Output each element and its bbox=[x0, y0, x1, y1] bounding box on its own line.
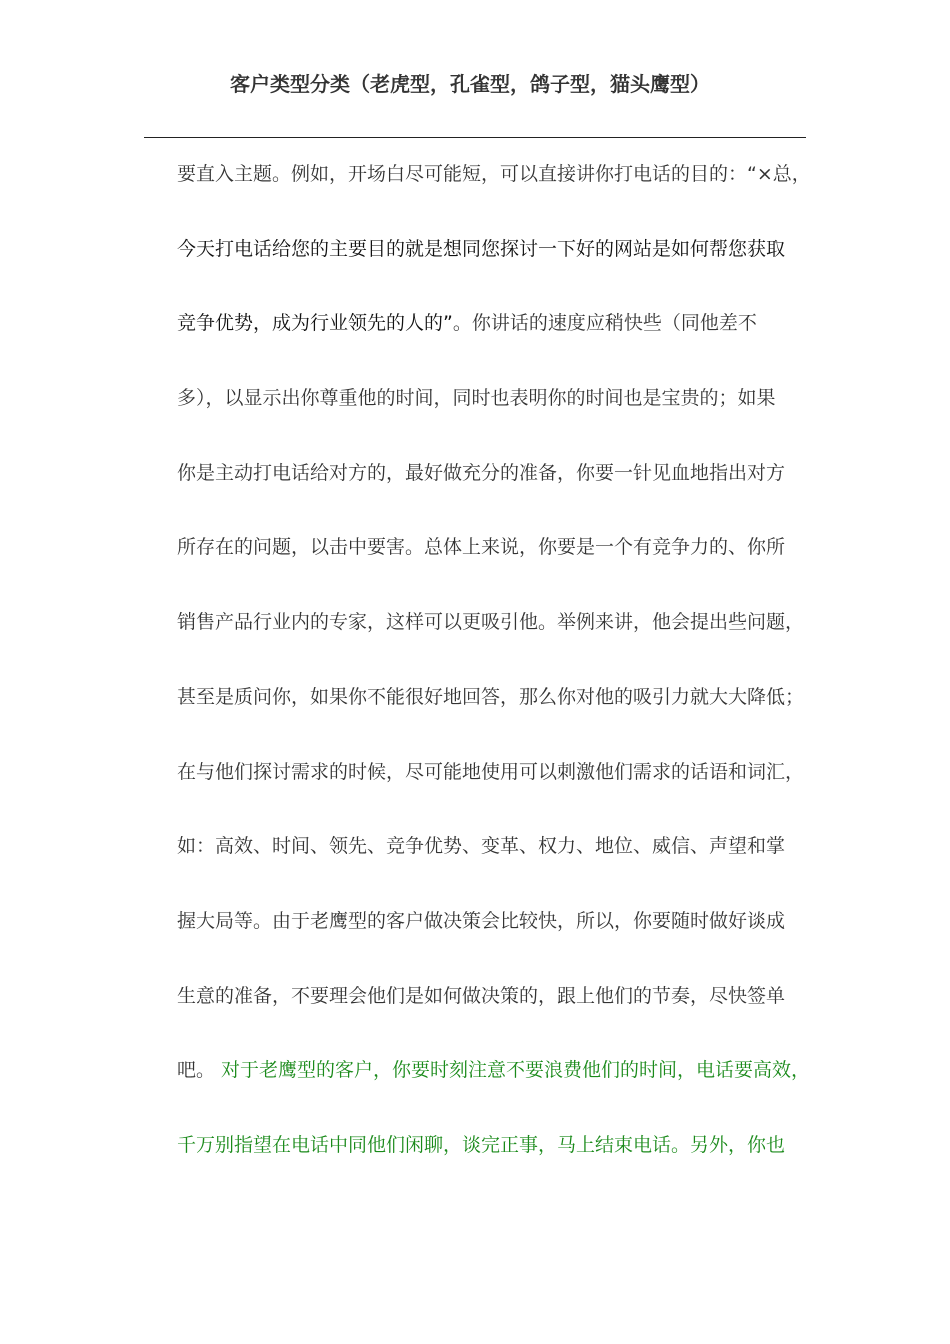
text-line bbox=[177, 604, 817, 679]
text-line bbox=[177, 380, 817, 455]
document-title: 客户类型分类（老虎型，孔雀型，鸽子型，猫头鹰型） bbox=[230, 72, 710, 96]
text-line bbox=[177, 679, 817, 754]
text-line bbox=[177, 1127, 817, 1202]
text-span: 今天打电话给您的主要目的就是想同您探讨一下好的网站是如何帮您获取 bbox=[177, 237, 786, 260]
text-line bbox=[177, 828, 817, 903]
text-span: 如：高效、时间、领先、竞争优势、变革、权力、地位、威信、声望和掌 bbox=[177, 835, 786, 858]
title-divider bbox=[144, 137, 806, 138]
text-line bbox=[177, 754, 817, 829]
text-span: 竞争优势，成为行业领先的人的” bbox=[177, 312, 453, 335]
text-line bbox=[177, 231, 817, 306]
text-span: 你是主动打电话给对方的，最好做充分的准备，你要一针见血地指出对方 bbox=[177, 461, 786, 484]
text-span: 多），以显示出你尊重他的时间，同时也表明你的时间也是宝贵的；如果 bbox=[177, 387, 776, 410]
text-line bbox=[177, 156, 817, 231]
text-span: 吧。 bbox=[177, 1059, 216, 1082]
text-span: 所存在的问题，以击中要害。总体上来说，你要是一个有竞争力的、你所 bbox=[177, 536, 786, 559]
text-line bbox=[177, 529, 817, 604]
text-span: 甚至是质问你，如果你不能很好地回答，那么你对他的吸引力就大大降低； bbox=[177, 685, 805, 708]
text-line bbox=[177, 903, 817, 978]
highlight-text: 千万别指望在电话中同他们闲聊，谈完正事，马上结束电话。另外，你也 bbox=[177, 1133, 786, 1156]
text-span: 生意的准备，不要理会他们是如何做决策的，跟上他们的节奏，尽快签单 bbox=[177, 984, 786, 1007]
text-line bbox=[177, 455, 817, 530]
text-span: 销售产品行业内的专家，这样可以更吸引他。举例来讲，他会提出些问题， bbox=[177, 611, 805, 634]
text-span: 握大局等。由于老鹰型的客户做决策会比较快，所以，你要随时做好谈成 bbox=[177, 909, 786, 932]
text-line bbox=[177, 305, 817, 380]
text-span: 。你讲话的速度应稍快些（同他差不 bbox=[452, 312, 757, 335]
text-span: 要直入主题。例如，开场白尽可能短，可以直接讲你打电话的目的：“×总， bbox=[177, 163, 811, 185]
text-line bbox=[177, 1052, 817, 1127]
highlight-text: 对于老鹰型的客户，你要时刻注意不要浪费他们的时间，电话要高效， bbox=[215, 1059, 811, 1082]
text-span: 在与他们探讨需求的时候，尽可能地使用可以刺激他们需求的话语和词汇， bbox=[177, 760, 805, 783]
text-line bbox=[177, 978, 817, 1053]
body-text bbox=[177, 156, 817, 1202]
